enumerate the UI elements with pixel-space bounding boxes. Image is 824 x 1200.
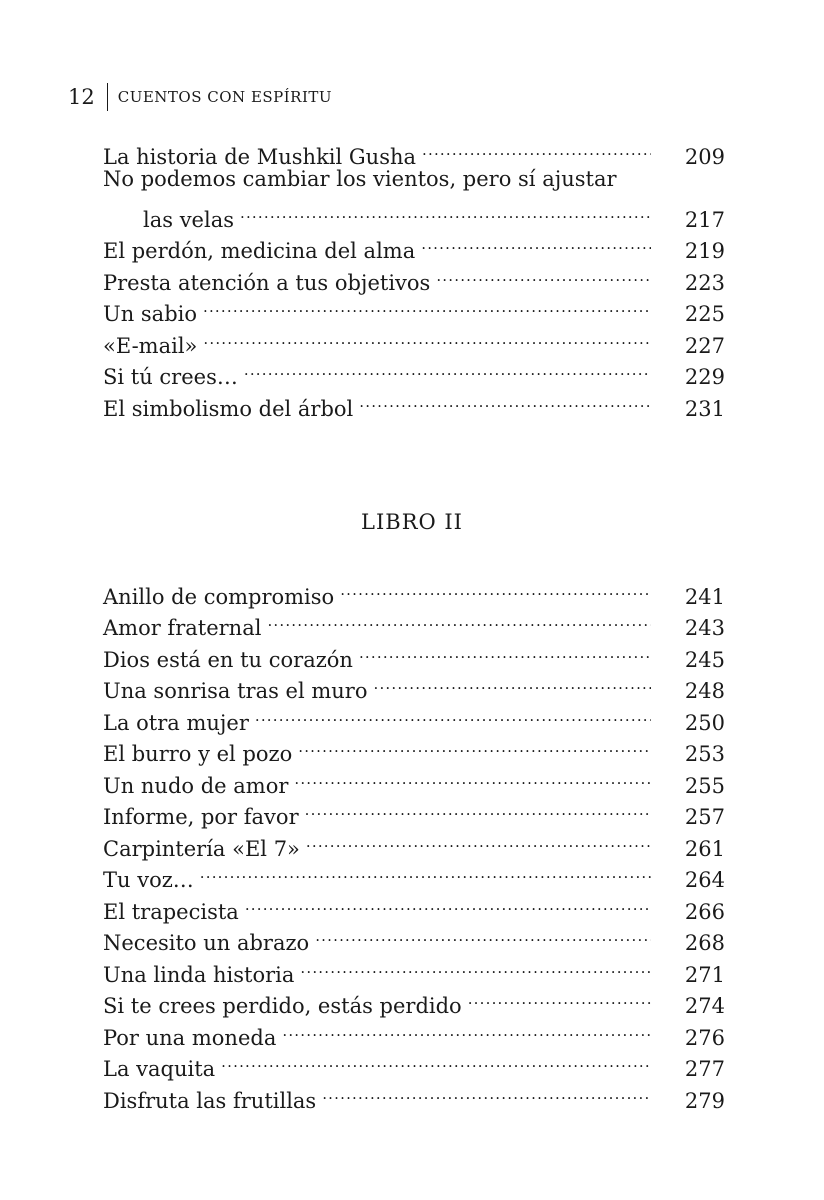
dot-leader (359, 384, 651, 416)
toc-entry (103, 824, 725, 861)
section-heading: LIBRO II (361, 510, 463, 534)
toc-list-part1 (103, 132, 725, 421)
toc-entry-title: La historia de Mushkil Gusha (103, 144, 417, 169)
toc-entry-page: 250 (684, 710, 725, 735)
dot-leader (244, 353, 651, 385)
toc-entry-title: «E-mail» (103, 333, 198, 358)
toc-entry (103, 572, 725, 609)
toc-entry-title: No podemos cambiar los vientos, pero sí ajustar (103, 166, 617, 191)
dot-leader (298, 730, 651, 762)
toc-entry (103, 227, 725, 263)
toc-entry (103, 604, 725, 640)
toc-entry (103, 950, 725, 987)
toc-entry-title: Una linda historia (103, 962, 295, 987)
toc-entry (103, 698, 725, 735)
dot-leader (203, 321, 651, 353)
toc-entry-page: 268 (684, 931, 725, 955)
toc-entry-title: las velas (143, 207, 234, 232)
toc-entry-title: Dios está en tu corazón (103, 647, 353, 672)
toc-entry (103, 132, 725, 169)
toc-entry-title: Disfruta las frutillas (103, 1088, 317, 1113)
toc-entry (103, 856, 725, 892)
toc-entry-page: 241 (684, 584, 725, 609)
toc-entry (103, 667, 725, 703)
toc-entry-page: 225 (684, 302, 725, 326)
toc-list-part2 (103, 572, 725, 1113)
toc-entry (103, 164, 725, 196)
toc-entry-page: 253 (684, 742, 725, 766)
toc-entry-page: 209 (684, 144, 725, 169)
toc-entry-title: Una sonrisa tras el muro (103, 679, 368, 703)
dot-leader (373, 667, 651, 699)
toc-entry-title: Necesito un abrazo (103, 931, 310, 955)
toc-entry-title: Informe, por favor (103, 805, 299, 829)
toc-entry-page: 261 (684, 836, 725, 861)
dot-leader (255, 698, 651, 730)
toc-entry-page: 264 (684, 868, 725, 892)
toc-entry-page: 248 (684, 679, 725, 703)
toc-entry (103, 761, 725, 798)
toc-entry (103, 887, 725, 924)
toc-entry (103, 353, 725, 389)
dot-leader (294, 761, 651, 793)
toc-entry (103, 1045, 725, 1081)
toc-entry-page: 274 (684, 994, 725, 1018)
toc-entry-title: Si te crees perdido, estás perdido (103, 994, 462, 1018)
toc-entry (103, 195, 725, 232)
dot-leader (282, 1013, 651, 1045)
dot-leader (305, 793, 651, 825)
toc-entry-title: Por una moneda (103, 1025, 277, 1050)
toc-entry (103, 321, 725, 358)
toc-entry-title: Si tú crees… (103, 365, 238, 389)
book-title: CUENTOS CON ESPÍRITU (117, 88, 333, 106)
toc-entry (103, 982, 725, 1018)
dot-leader (422, 132, 651, 164)
toc-entry (103, 793, 725, 829)
dot-leader (221, 1045, 651, 1077)
dot-leader (300, 950, 651, 982)
toc-entry-page: 257 (684, 805, 725, 829)
toc-entry (103, 384, 725, 421)
toc-entry (103, 730, 725, 766)
toc-entry (103, 919, 725, 955)
toc-entry-title: La otra mujer (103, 710, 249, 735)
dot-leader (306, 824, 651, 856)
toc-entry-page: 229 (684, 365, 725, 389)
toc-entry (103, 258, 725, 295)
header-divider (107, 83, 108, 111)
toc-entry (103, 635, 725, 672)
dot-leader (200, 856, 651, 888)
dot-leader (340, 572, 651, 604)
toc-entry-page: 276 (684, 1025, 725, 1050)
toc-entry-title: El burro y el pozo (103, 742, 293, 766)
toc-entry-title: Un nudo de amor (103, 773, 289, 798)
toc-entry-page: 227 (684, 333, 725, 358)
toc-entry-page: 223 (684, 270, 725, 295)
dot-leader (359, 635, 651, 667)
toc-entry-title: Un sabio (103, 302, 197, 326)
toc-entry-title: Tu voz… (103, 868, 194, 892)
page-number: 12 (68, 85, 95, 109)
toc-entry-page: 255 (684, 773, 725, 798)
running-head (68, 82, 332, 112)
toc-entry-title: La vaquita (103, 1057, 216, 1081)
dot-leader (267, 604, 651, 636)
dot-leader (436, 258, 651, 290)
toc-entry-page: 266 (684, 899, 725, 924)
toc-entry-page: 271 (684, 962, 725, 987)
toc-entry (103, 290, 725, 326)
toc-entry-title: Presta atención a tus objetivos (103, 270, 431, 295)
toc-entry-page: 277 (684, 1057, 725, 1081)
dot-leader (421, 227, 651, 259)
dot-leader (322, 1076, 651, 1108)
toc-entry-title: Amor fraternal (103, 616, 262, 640)
toc-entry-page: 219 (684, 239, 725, 263)
toc-entry-page: 231 (684, 396, 725, 421)
dot-leader (468, 982, 651, 1014)
dot-leader (203, 290, 651, 322)
toc-entry-page: 245 (684, 647, 725, 672)
dot-leader (245, 887, 651, 919)
dot-leader (315, 919, 651, 951)
toc-entry (103, 1013, 725, 1050)
toc-entry-page: 217 (684, 207, 725, 232)
dot-leader (240, 195, 651, 227)
toc-entry-title: Anillo de compromiso (103, 584, 335, 609)
toc-entry-title: El perdón, medicina del alma (103, 239, 416, 263)
toc-entry-page: 279 (684, 1088, 725, 1113)
toc-entry (103, 1076, 725, 1113)
toc-entry-page: 243 (684, 616, 725, 640)
toc-entry-title: El simbolismo del árbol (103, 396, 354, 421)
toc-entry-title: El trapecista (103, 899, 239, 924)
toc-entry-title: Carpintería «El 7» (103, 836, 300, 861)
